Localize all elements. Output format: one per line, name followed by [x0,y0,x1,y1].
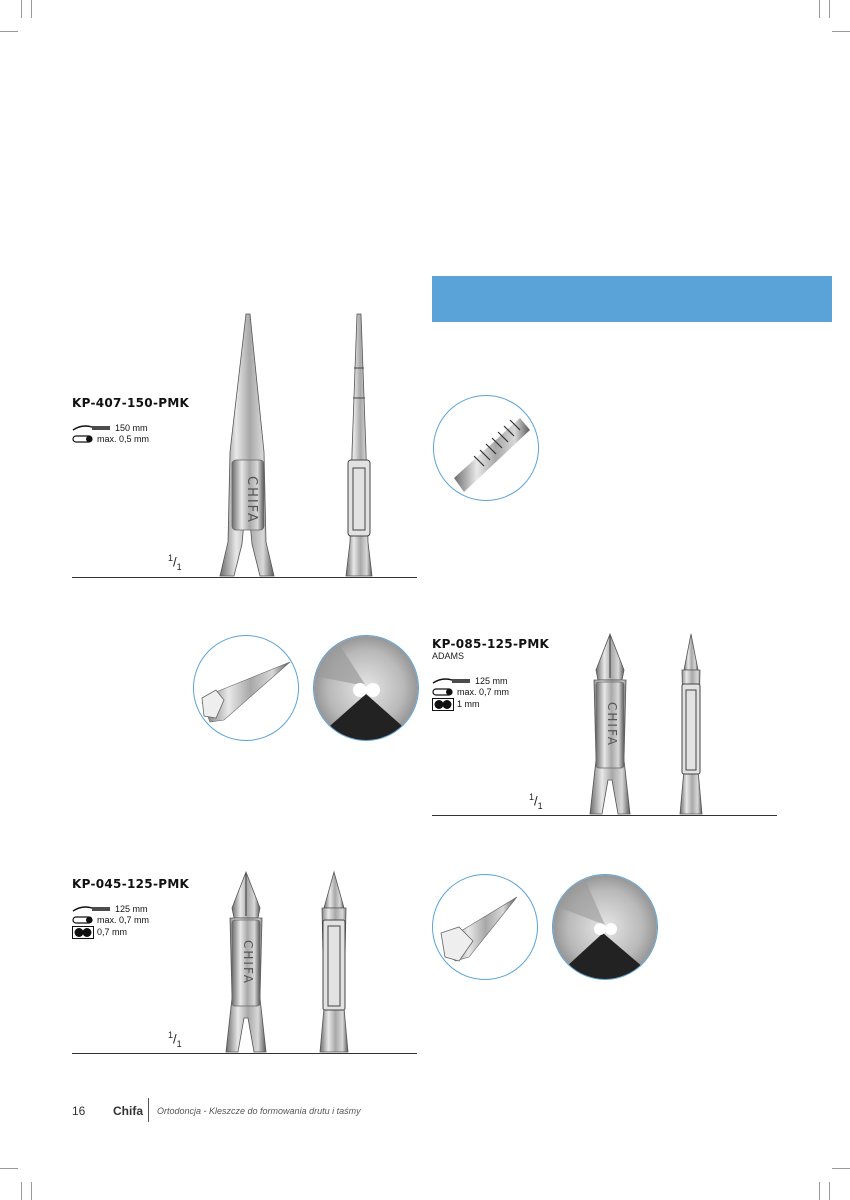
product-block-1 [72,396,212,456]
length-value: 125 mm [115,903,148,914]
section-header-bar [432,276,832,322]
plier-image-side [674,630,708,816]
crop-mark [31,1182,32,1200]
tip-spec [72,925,212,939]
footer-divider [148,1098,149,1122]
tip-icon [432,698,454,711]
scale-indicator: $^1/_1$ [168,553,182,572]
wire-spec [72,433,212,444]
product-subtitle: ADAMS [432,651,465,661]
product-block-3 [72,877,212,957]
length-icon [72,424,112,432]
plier-image-side [336,312,382,578]
wire-value: max. 0,7 mm [457,686,510,697]
wire-value: max. 0,7 mm [97,914,150,925]
jaw-detail-circle [552,874,658,980]
crop-mark [21,1182,22,1200]
crop-mark [829,1182,830,1200]
wire-icon [72,916,94,924]
brand-mark: CHIFA [244,476,259,524]
length-value: 150 mm [115,422,148,433]
plier-image-front [214,868,278,1054]
length-icon [432,677,472,685]
length-spec [432,675,562,686]
crop-mark [31,0,32,18]
product-code: KP-407-150-PMK [72,396,190,410]
wire-icon [432,688,454,696]
crop-mark [0,1168,18,1169]
wire-value: max. 0,5 mm [97,433,150,444]
crop-mark [829,0,830,18]
crop-mark [819,1182,820,1200]
page-number: 16 [72,1104,86,1118]
crop-mark [819,0,820,18]
product-code: KP-085-125-PMK [432,637,550,651]
brand-mark: CHIFA [241,940,255,985]
tip-value: 0,7 mm [97,927,128,937]
wire-icon [72,435,94,443]
length-icon [72,905,112,913]
length-spec [72,422,212,433]
crop-mark [832,31,850,32]
crop-mark [21,0,22,18]
footer-description: Ortodoncja - Kleszcze do formowania drutu i taśmy [157,1106,361,1116]
footer-brand: Chifa [113,1104,143,1118]
length-value: 125 mm [475,675,508,686]
crop-mark [0,31,18,32]
wire-spec [432,686,562,697]
plier-image-front [212,312,282,578]
product-code: KP-045-125-PMK [72,877,190,891]
tip-spec [432,697,562,711]
plier-image-front [578,630,642,816]
wire-spec [72,914,212,925]
product-block-2 [432,637,562,727]
tip-value: 1 mm [457,699,480,709]
crop-mark [832,1168,850,1169]
tip-detail-circle [193,635,299,741]
jaw-detail-circle [313,635,419,741]
scale-indicator: $^1/_1$ [529,792,543,811]
plier-image-side [314,868,354,1054]
tip-detail-circle [433,395,539,501]
tip-icon [72,926,94,939]
length-spec [72,903,212,914]
brand-mark: CHIFA [605,702,619,747]
scale-indicator: $^1/_1$ [168,1030,182,1049]
tip-detail-circle [432,874,538,980]
